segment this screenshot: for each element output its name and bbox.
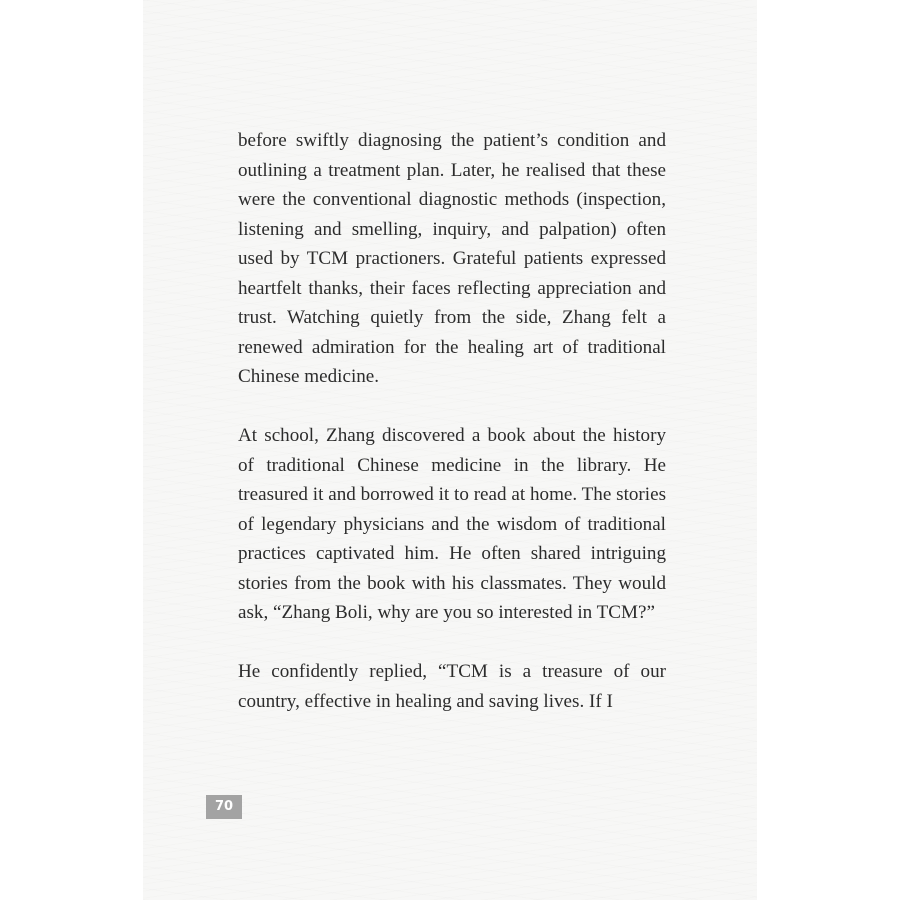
paragraph: He confidently replied, “TCM is a treasure of our country, effective in healing and saving lives. If I <box>238 661 666 712</box>
book-page <box>143 0 757 900</box>
body-text <box>238 126 666 746</box>
page-number-badge: 70 <box>206 795 242 819</box>
paragraph: before swiftly diagnosing the patient’s condition and outlining a treatment plan. Later, he realised that these were the conventional diagnostic methods (inspection, listening and smelling, inquiry, and palpation) often used by TCM practioners. Grateful patients expressed heartfelt thanks, their faces reflecting appreciation and trust. Watching quietly from the side, Zhang felt a renewed admiration for the healing art of traditional Chinese medicine. <box>238 130 666 387</box>
paragraph: At school, Zhang discovered a book about the history of traditional Chinese medicine in the library. He treasured it and borrowed it to read at home. The stories of legendary physicians and the wisdom of traditional practices captivated him. He often shared intriguing stories from the book with his classmates. They would ask, “Zhang Boli, why are you so interested in TCM?” <box>238 425 666 623</box>
